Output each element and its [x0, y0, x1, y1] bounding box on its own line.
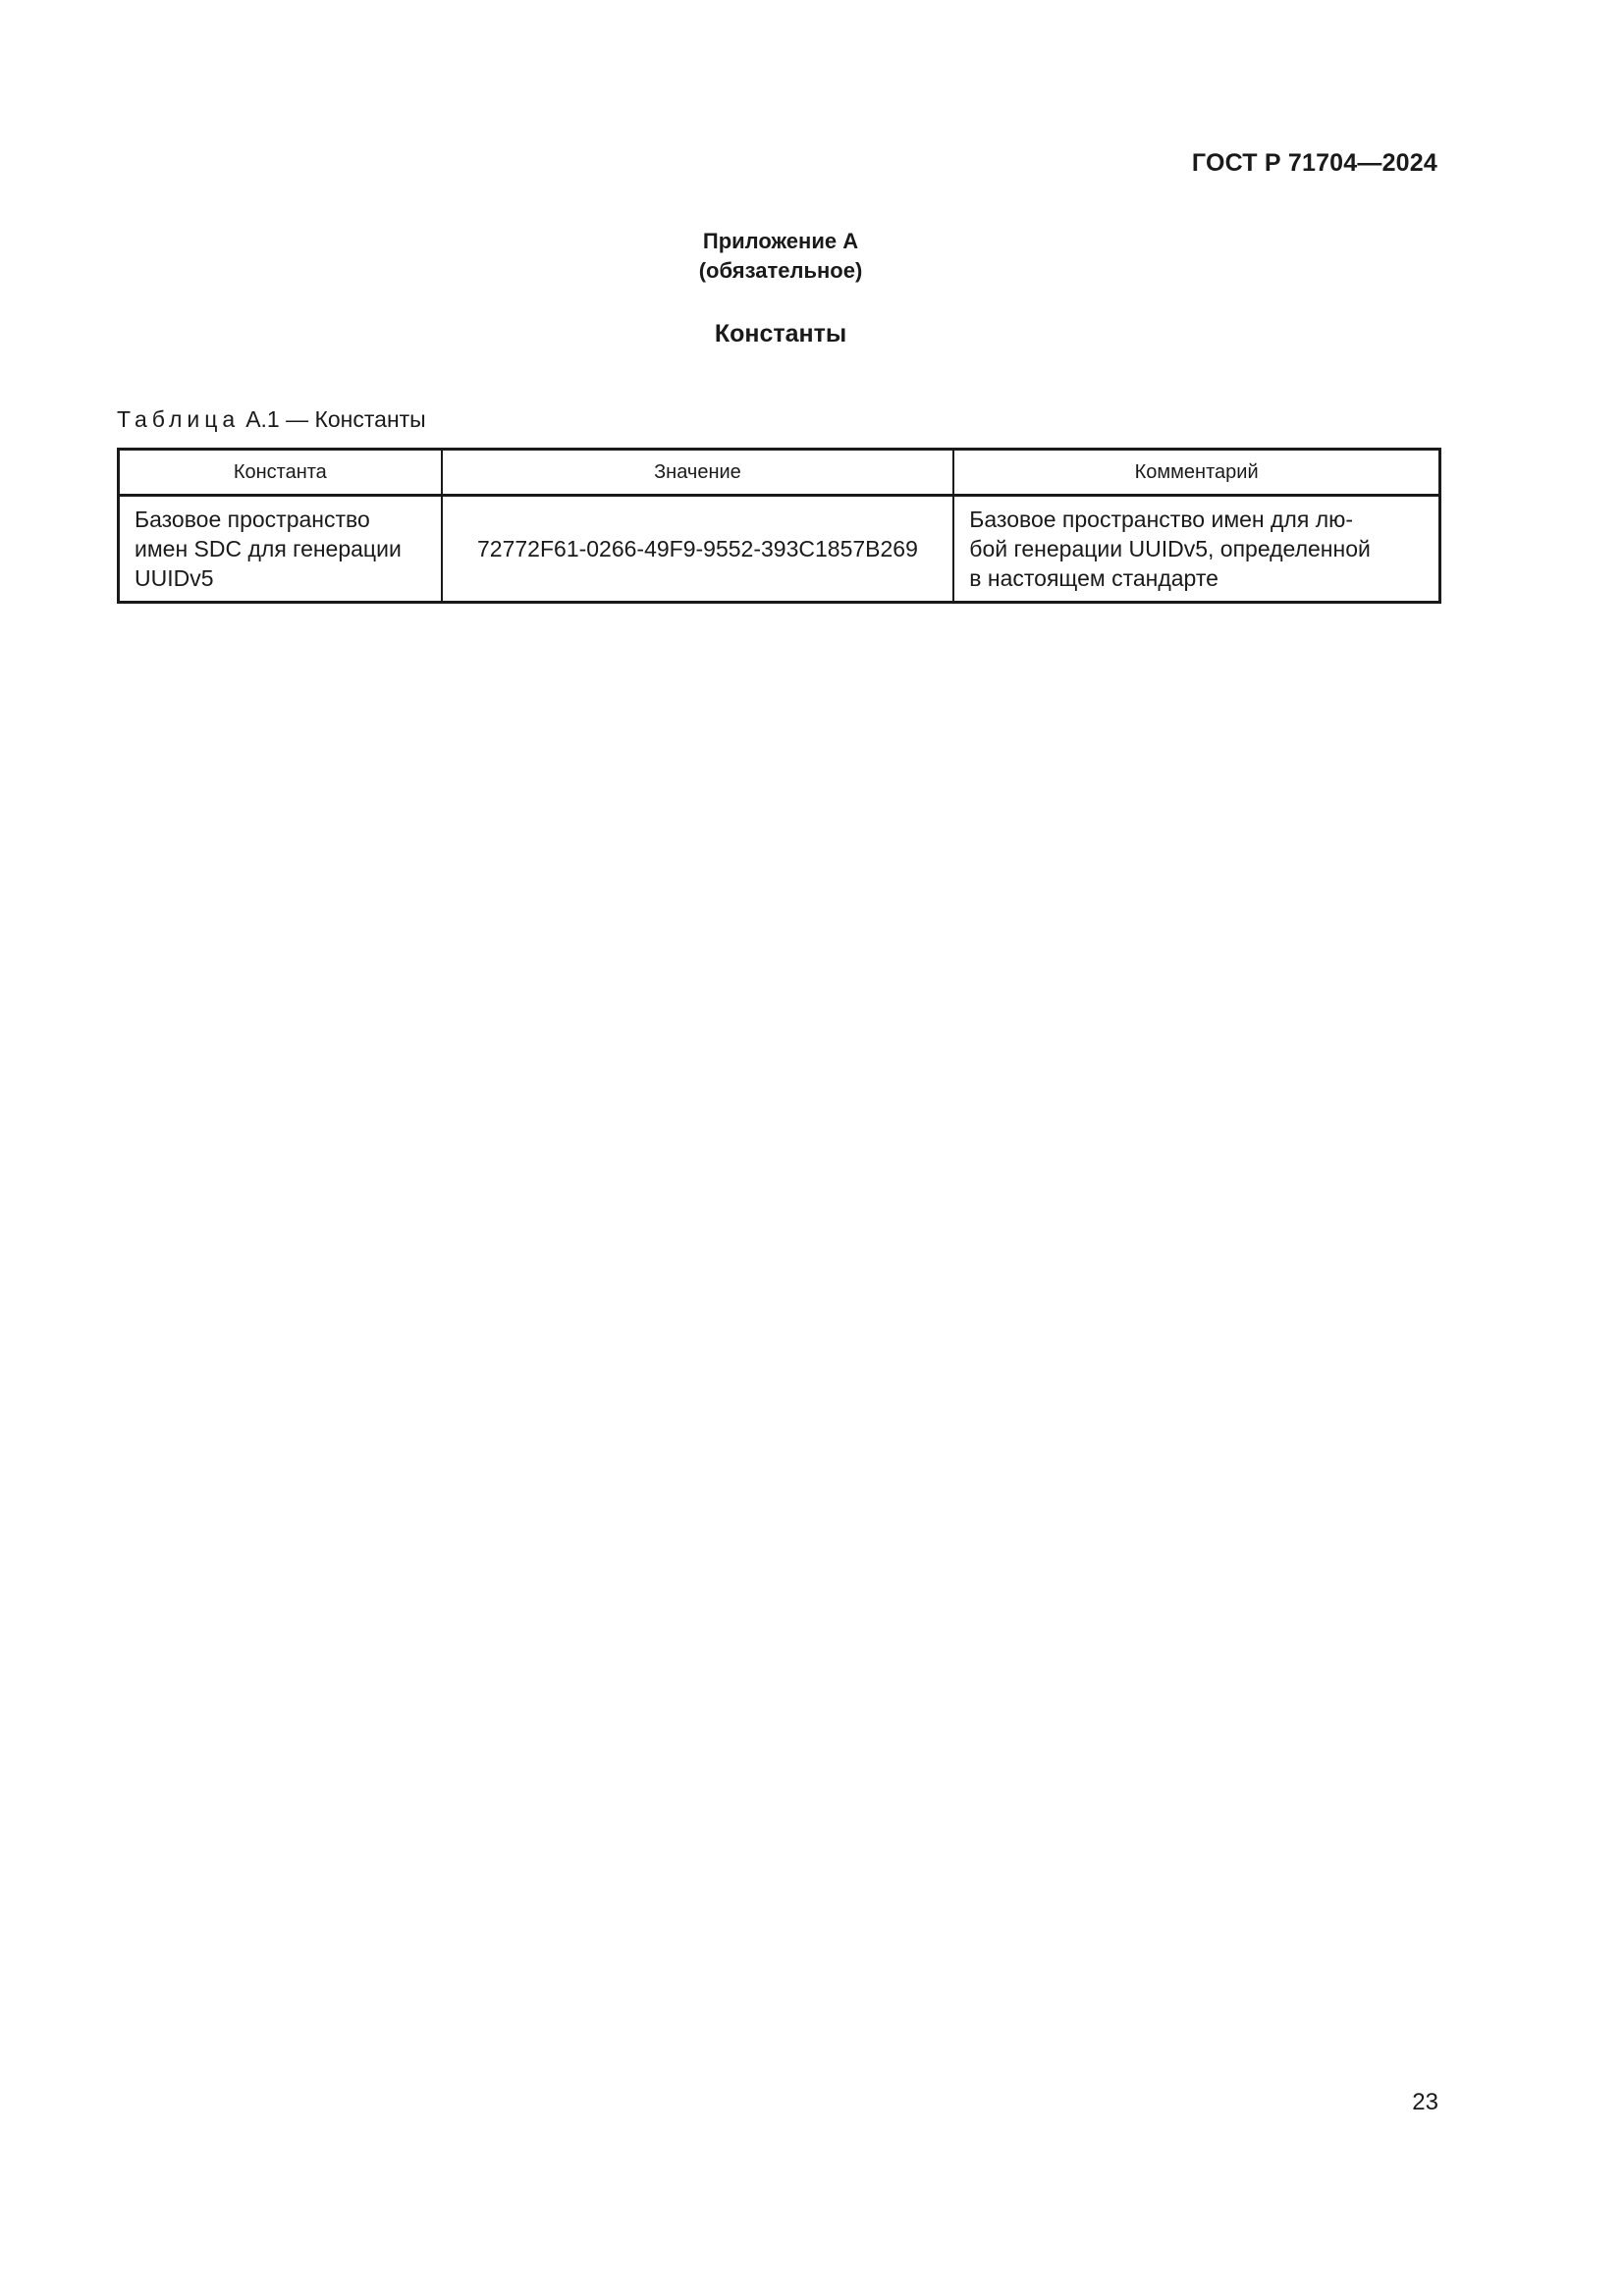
cell-comment-line: в настоящем стандарте	[969, 565, 1218, 591]
constants-table	[117, 448, 1441, 604]
document-code: ГОСТ Р 71704—2024	[1191, 149, 1437, 177]
cell-comment-line: Базовое пространство имен для лю-	[969, 507, 1354, 532]
appendix-heading	[0, 227, 1561, 286]
table-header-row	[119, 450, 1440, 496]
column-header-value: Значение	[442, 450, 954, 496]
table-row	[119, 496, 1440, 603]
table-caption-label: Таблица	[117, 406, 241, 432]
section-title: Константы	[714, 320, 847, 347]
column-header-comment: Комментарий	[953, 450, 1439, 496]
table-caption	[117, 406, 426, 433]
appendix-title: Приложение А	[702, 229, 859, 253]
cell-constant-line: UUIDv5	[135, 565, 214, 591]
cell-comment	[953, 496, 1439, 603]
table-caption-text: А.1 — Константы	[245, 406, 426, 432]
cell-constant-line: имен SDC для генерации	[135, 536, 402, 561]
appendix-status: (обязательное)	[698, 258, 863, 283]
cell-constant	[119, 496, 442, 603]
column-header-constant: Константа	[119, 450, 442, 496]
page-number: 23	[1412, 2089, 1438, 2115]
cell-constant-line: Базовое пространство	[135, 507, 370, 532]
cell-comment-line: бой генерации UUIDv5, определенной	[969, 536, 1371, 561]
cell-value: 72772F61-0266-49F9-9552-393C1857B269	[442, 496, 954, 603]
